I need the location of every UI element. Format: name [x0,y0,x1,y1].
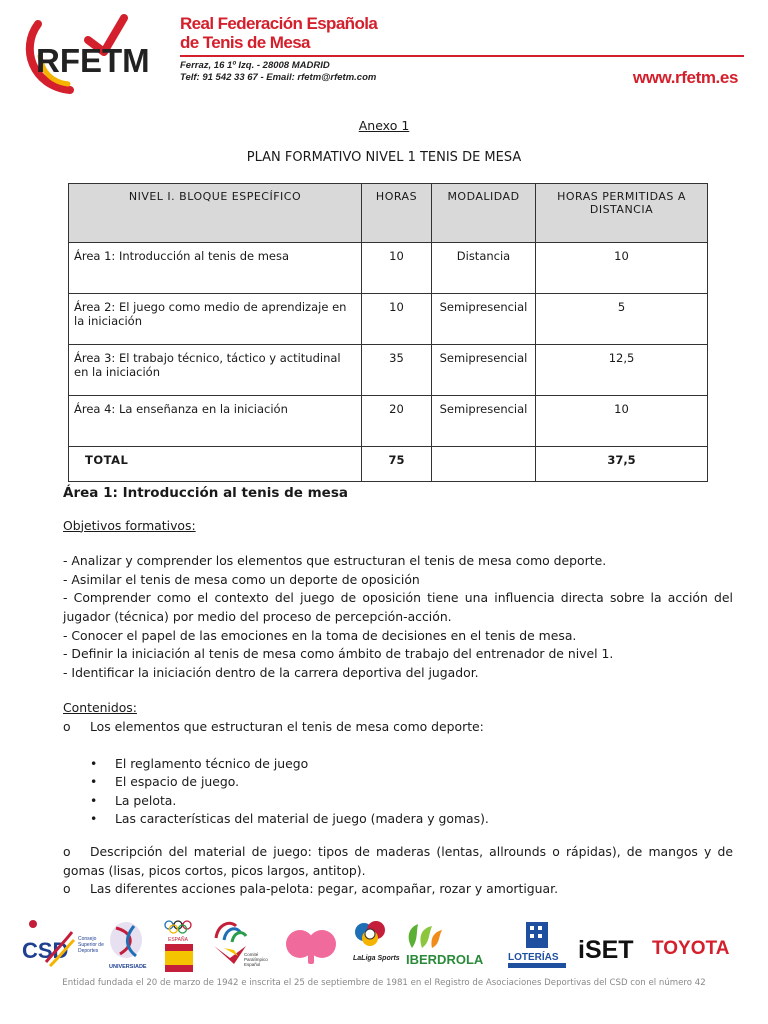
objective-item: - Identificar la iniciación dentro de la carrera deportiva del jugador. [63,664,479,680]
total-distance-hours: 37,5 [536,447,708,482]
svg-text:IBERDROLA: IBERDROLA [406,952,484,967]
footer-note: Entidad fundada el 20 de marzo de 1942 e inscrita el 25 de septiembre de 1981 en el Registro de Asociaciones Deportivas del CSD con el número 42 [62,978,706,988]
bullet-icon: • [90,755,98,771]
svg-text:TOYOTA: TOYOTA [652,938,730,959]
hours-cell: 35 [362,345,432,396]
header-hours: HORAS [362,184,432,243]
csd-logo [20,918,80,974]
toyota-logo [650,918,746,974]
mode-cell: Semipresencial [432,396,536,447]
content-item-text: Los elementos que estructuran el tenis de mesa como deporte: [90,718,484,734]
area-1-section [63,484,733,899]
iset-logo [576,918,646,974]
circle-bullet-icon: o [63,843,71,859]
objectives-heading: Objetivos formativos: [63,517,196,533]
table-row [69,294,708,345]
sponsor-logos [20,918,750,974]
table-row [69,345,708,396]
plan-title: PLAN FORMATIVO NIVEL 1 TENIS DE MESA [246,150,522,165]
objective-item: - Conocer el papel de las emociones en la toma de decisiones en el tenis de mesa. [63,627,577,643]
content-item [63,718,733,737]
mode-cell: Semipresencial [432,345,536,396]
svg-text:UNIVERSIADE: UNIVERSIADE [109,964,147,970]
objective-item: - Comprender como el contexto del juego de oposición tiene una influencia directa sobre la acción del jugador (técnica) por medio del proceso de percepción-acción. [63,590,733,624]
universiade-logo [106,918,150,974]
list-item: • El espacio de juego. [115,773,733,792]
list-item: • Las características del material de juego (madera y gomas). [115,810,733,829]
circle-bullet-icon: o [63,881,71,897]
bullet-icon: • [90,792,98,808]
contact-info [180,60,376,84]
header-mode: MODALIDAD [432,184,536,243]
list-item: • El reglamento técnico de juego [115,755,733,774]
header-distance-hours: HORAS PERMITIDAS A DISTANCIA [536,184,708,243]
svg-text:ESPAÑA: ESPAÑA [168,937,188,943]
list-item: • La pelota. [115,792,733,811]
area-cell: Área 3: El trabajo técnico, táctico y actitudinal en la iniciación [69,345,362,396]
content-item [63,843,733,880]
coe-olympic-logo [160,918,204,974]
hours-cell: 10 [362,294,432,345]
table-row [69,243,708,294]
svg-text:LaLiga Sports: LaLiga Sports [353,955,400,962]
total-label: TOTAL [69,447,362,482]
table-total-row [69,447,708,482]
section-title: Área 1: Introducción al tenis de mesa [63,485,348,501]
area-cell: Área 2: El juego como medio de aprendizaje en la iniciación [69,294,362,345]
mode-cell: Distancia [432,243,536,294]
distance-hours-cell: 5 [536,294,708,345]
address: Ferraz, 16 1º Izq. - 28008 MADRID [180,60,330,71]
circle-bullet-icon: o [63,718,71,734]
hours-cell: 10 [362,243,432,294]
content-sublist [63,755,733,829]
total-mode [432,447,536,482]
table-row [69,396,708,447]
iberdrola-logo [400,918,500,974]
bullet-icon: • [90,774,98,790]
svg-text:CSD: CSD [22,938,69,963]
training-plan-table [68,183,708,482]
distance-hours-cell: 10 [536,396,708,447]
phone-email: Telf: 91 542 33 67 - Email: rfetm@rfetm.com [180,72,377,83]
content-item-text: Descripción del material de juego: tipos de maderas (lentas, allrounds o rápidas), de mangos y de gomas (lisas, picos cortos, picos largos, antitop). [63,843,733,878]
svg-text:RFETM: RFETM [36,42,150,79]
annex-label: Anexo 1 [358,118,410,133]
svg-text:LOTERÍAS: LOTERÍAS [508,952,559,963]
objective-item: - Asimilar el tenis de mesa como un deporte de oposición [63,571,420,587]
hours-cell: 20 [362,396,432,447]
distance-hours-cell: 12,5 [536,345,708,396]
total-hours: 75 [362,447,432,482]
ittf-logo [284,918,340,974]
svg-text:ConsejoSuperior deDeportes: Consejo Superior de Deportes [78,936,104,954]
area-cell: Área 4: La enseñanza en la iniciación [69,396,362,447]
svg-text:Comité Paralímpico Español: Comité Paralímpico Español [208,918,222,919]
loterias-logo [504,918,570,974]
contents-heading: Contenidos: [63,700,137,716]
mode-cell: Semipresencial [432,294,536,345]
svg-text:iSET: iSET [578,936,634,964]
objective-item: - Definir la iniciación al tenis de mesa como ámbito de trabajo del entrenador de nivel 1. [63,646,614,662]
bullet-icon: • [90,811,98,827]
svg-text:ComitéParalímpicoEspañol: Comité Paralímpico Español [244,952,268,967]
area-cell: Área 1: Introducción al tenis de mesa [69,243,362,294]
laliga-sports-logo [350,918,400,974]
header-block: NIVEL I. BLOQUE ESPECÍFICO [69,184,362,243]
objective-item: - Analizar y comprender los elementos que estructuran el tenis de mesa como deporte. [63,553,607,569]
header-divider [180,55,744,57]
federation-name: Real Federación Española de Tenis de Mesa [180,14,378,52]
table-header-row [69,184,708,243]
rfetm-logo [26,12,172,94]
content-item [63,880,733,899]
content-item-text: Las diferentes acciones pala-pelota: pegar, acompañar, rozar y amortiguar. [90,881,559,897]
distance-hours-cell: 10 [536,243,708,294]
website-link[interactable]: www.rfetm.es [632,68,738,87]
cpe-paralympic-logo [208,918,268,974]
letterhead [0,0,768,100]
